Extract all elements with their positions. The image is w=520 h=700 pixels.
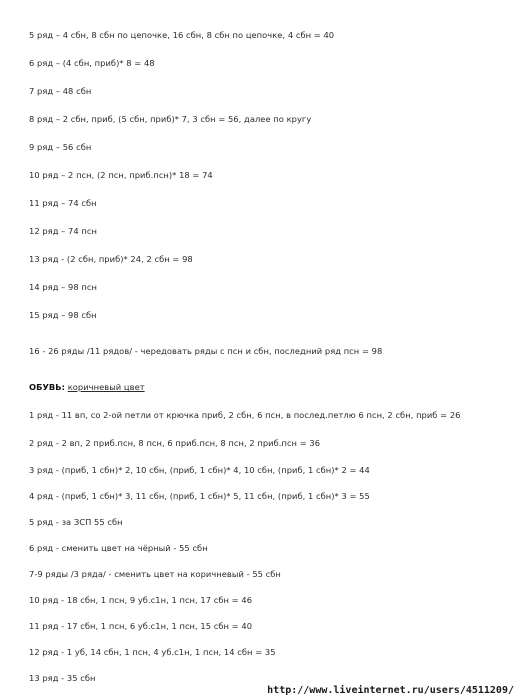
shoe-row-5: 5 ряд - за ЗСП 55 сбн [29, 517, 123, 527]
pattern-row-7: 7 ряд – 48 сбн [29, 86, 92, 96]
pattern-row-6: 6 ряд – (4 сбн, приб)* 8 = 48 [29, 58, 155, 68]
shoe-row-10: 10 ряд - 18 сбн, 1 псн, 9 уб.с1н, 1 псн, 17 сбн = 46 [29, 595, 253, 605]
pattern-row-15: 15 ряд – 98 сбн [29, 310, 97, 320]
shoe-row-13: 13 ряд - 35 сбн [29, 673, 96, 683]
pattern-row-12: 12 ряд – 74 псн [29, 226, 97, 236]
source-url-watermark: http://www.liveinternet.ru/users/4511209/ [267, 685, 514, 696]
section-color-note: коричневый цвет [67, 382, 145, 392]
shoe-row-2: 2 ряд - 2 вп, 2 приб.псн, 8 псн, 6 приб.псн, 8 псн, 2 приб.псн = 36 [29, 438, 321, 448]
shoe-row-3: 3 ряд - (приб, 1 сбн)* 2, 10 сбн, (приб, 1 сбн)* 4, 10 сбн, (приб, 1 сбн)* 2 = 44 [29, 465, 370, 475]
pattern-row-9: 9 ряд – 56 сбн [29, 142, 92, 152]
pattern-row-11: 11 ряд – 74 сбн [29, 198, 97, 208]
pattern-row-14: 14 ряд – 98 псн [29, 282, 97, 292]
shoe-rows-7-9: 7-9 ряды /3 ряда/ - сменить цвет на коричневый - 55 сбн [29, 569, 281, 579]
shoe-row-11: 11 ряд - 17 сбн, 1 псн, 6 уб.с1н, 1 псн, 15 сбн = 40 [29, 621, 253, 631]
pattern-row-10: 10 ряд – 2 псн, (2 псн, приб.псн)* 18 = 74 [29, 170, 213, 180]
shoe-row-1: 1 ряд - 11 вп, со 2-ой петли от крючка приб, 2 сбн, 6 псн, в послед.петлю 6 псн, 2 сбн, приб = 26 [29, 410, 461, 420]
pattern-row-5: 5 ряд – 4 сбн, 8 сбн по цепочке, 16 сбн, 8 сбн по цепочке, 4 сбн = 40 [29, 30, 335, 40]
pattern-rows-16-26: 16 - 26 ряды /11 рядов/ - чередовать ряды с псн и сбн, последний ряд псн = 98 [29, 346, 383, 356]
pattern-row-13: 13 ряд - (2 сбн, приб)* 24, 2 сбн = 98 [29, 254, 193, 264]
shoe-row-4: 4 ряд - (приб, 1 сбн)* 3, 11 сбн, (приб, 1 сбн)* 5, 11 сбн, (приб, 1 сбн)* 3 = 55 [29, 491, 370, 501]
section-heading [29, 382, 145, 392]
section-title: ОБУВЬ: [29, 382, 66, 392]
shoe-row-6: 6 ряд - сменить цвет на чёрный - 55 сбн [29, 543, 208, 553]
shoe-row-12: 12 ряд - 1 уб, 14 сбн, 1 псн, 4 уб.с1н, 1 псн, 14 сбн = 35 [29, 647, 276, 657]
pattern-row-8: 8 ряд – 2 сбн, приб, (5 сбн, приб)* 7, 3 сбн = 56, далее по кругу [29, 114, 312, 124]
